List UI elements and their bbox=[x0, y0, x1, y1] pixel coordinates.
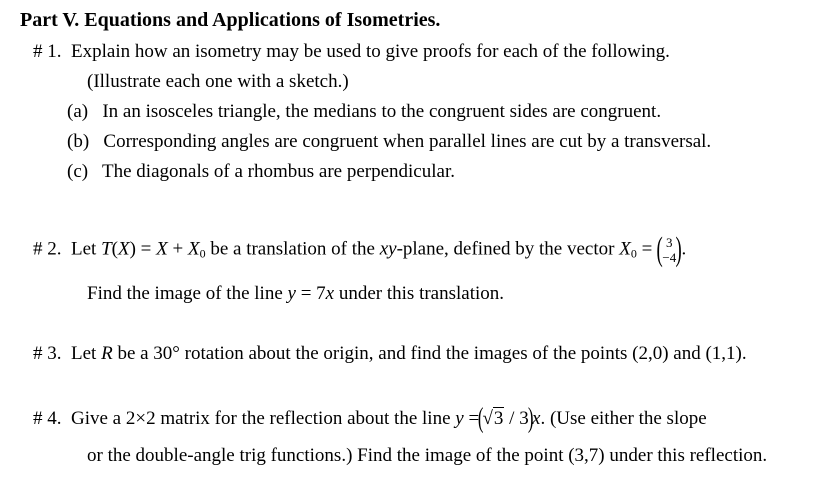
left-paren: ( bbox=[478, 403, 484, 434]
problem-1-item-c bbox=[67, 161, 455, 183]
item-label: (a) bbox=[67, 101, 89, 122]
math-subscript: 0 bbox=[630, 246, 637, 261]
problem-2-number: # 2. bbox=[33, 238, 62, 260]
right-paren: ) bbox=[527, 403, 534, 434]
text: -plane, defined by the vector bbox=[396, 238, 615, 260]
problem-1-note: (Illustrate each one with a sketch.) bbox=[87, 71, 349, 92]
math-var: X bbox=[619, 238, 631, 260]
problem-3 bbox=[33, 343, 747, 365]
item-label: (b) bbox=[67, 131, 90, 152]
item-text: Corresponding angles are congruent when parallel lines are cut by a transversal. bbox=[103, 131, 712, 152]
math-var: T bbox=[101, 238, 112, 260]
text: . (Use either the slope bbox=[540, 408, 707, 429]
math-op: = bbox=[641, 238, 653, 260]
text: be a translation of the bbox=[210, 238, 375, 260]
text: Find the image of the line bbox=[87, 283, 283, 304]
problem-4: # 4. Give a 2×2 matrix for the reflection about the line y =(√3 / 3)x. (Use either the slope bbox=[33, 403, 707, 434]
problem-1-number: # 1. bbox=[33, 41, 62, 62]
column-vector bbox=[662, 235, 676, 265]
text: under this translation. bbox=[338, 283, 505, 304]
math-op: = bbox=[300, 283, 312, 304]
math-var: X bbox=[156, 238, 168, 260]
problem-2-line-2 bbox=[87, 283, 504, 305]
math-op: + bbox=[172, 238, 184, 260]
problem-1-text: Explain how an isometry may be used to give proofs for each of the following. bbox=[71, 41, 670, 62]
math-number: 7 bbox=[316, 283, 326, 304]
math-var: X bbox=[117, 238, 130, 260]
vector-bottom: −4 bbox=[662, 250, 677, 265]
vector-top: 3 bbox=[666, 235, 673, 250]
sqrt-radicand: 3 bbox=[493, 408, 504, 429]
math-var: y bbox=[455, 408, 464, 429]
page-title: Part V. Equations and Applications of Isometries. bbox=[20, 9, 441, 31]
item-text: In an isosceles triangle, the medians to the congruent sides are congruent. bbox=[102, 101, 662, 122]
math-var: R bbox=[101, 343, 113, 364]
item-label: (c) bbox=[67, 161, 89, 182]
text: Let bbox=[71, 238, 97, 260]
item-text: The diagonals of a rhombus are perpendicular. bbox=[102, 161, 455, 182]
problem-1-item-a bbox=[67, 101, 661, 123]
vector-left-paren: ( bbox=[656, 231, 663, 268]
problem-4-line-2: or the double-angle trig functions.) Find the image of the point (3,7) under this reflection. bbox=[87, 445, 768, 466]
text: Give a 2×2 matrix for the reflection about the line bbox=[71, 408, 451, 429]
text: Let bbox=[71, 343, 97, 364]
math-op: = bbox=[140, 238, 152, 260]
text: . bbox=[681, 238, 687, 260]
math-var: xy bbox=[379, 238, 397, 260]
math-var: X bbox=[187, 238, 200, 260]
math-var: y bbox=[287, 283, 296, 304]
math-var: x bbox=[325, 283, 335, 304]
math-divisor: / 3 bbox=[509, 408, 529, 429]
math-subscript: 0 bbox=[199, 246, 206, 261]
problem-2: # 2. Let $T(X) = X + X_0$ be a translation of the xy-plane, defined by the vector $X_0$ = ( 3 −4 ). bbox=[33, 231, 687, 268]
problem-1-item-b bbox=[67, 131, 711, 153]
problem-1 bbox=[33, 41, 670, 63]
vector-right-paren: ) bbox=[675, 231, 682, 268]
problem-3-number: # 3. bbox=[33, 343, 62, 364]
problem-4-number: # 4. bbox=[33, 408, 62, 429]
text: be a 30° rotation about the origin, and find the images of the points (2,0) and (1,1). bbox=[117, 343, 747, 364]
math-var: x bbox=[532, 408, 541, 429]
